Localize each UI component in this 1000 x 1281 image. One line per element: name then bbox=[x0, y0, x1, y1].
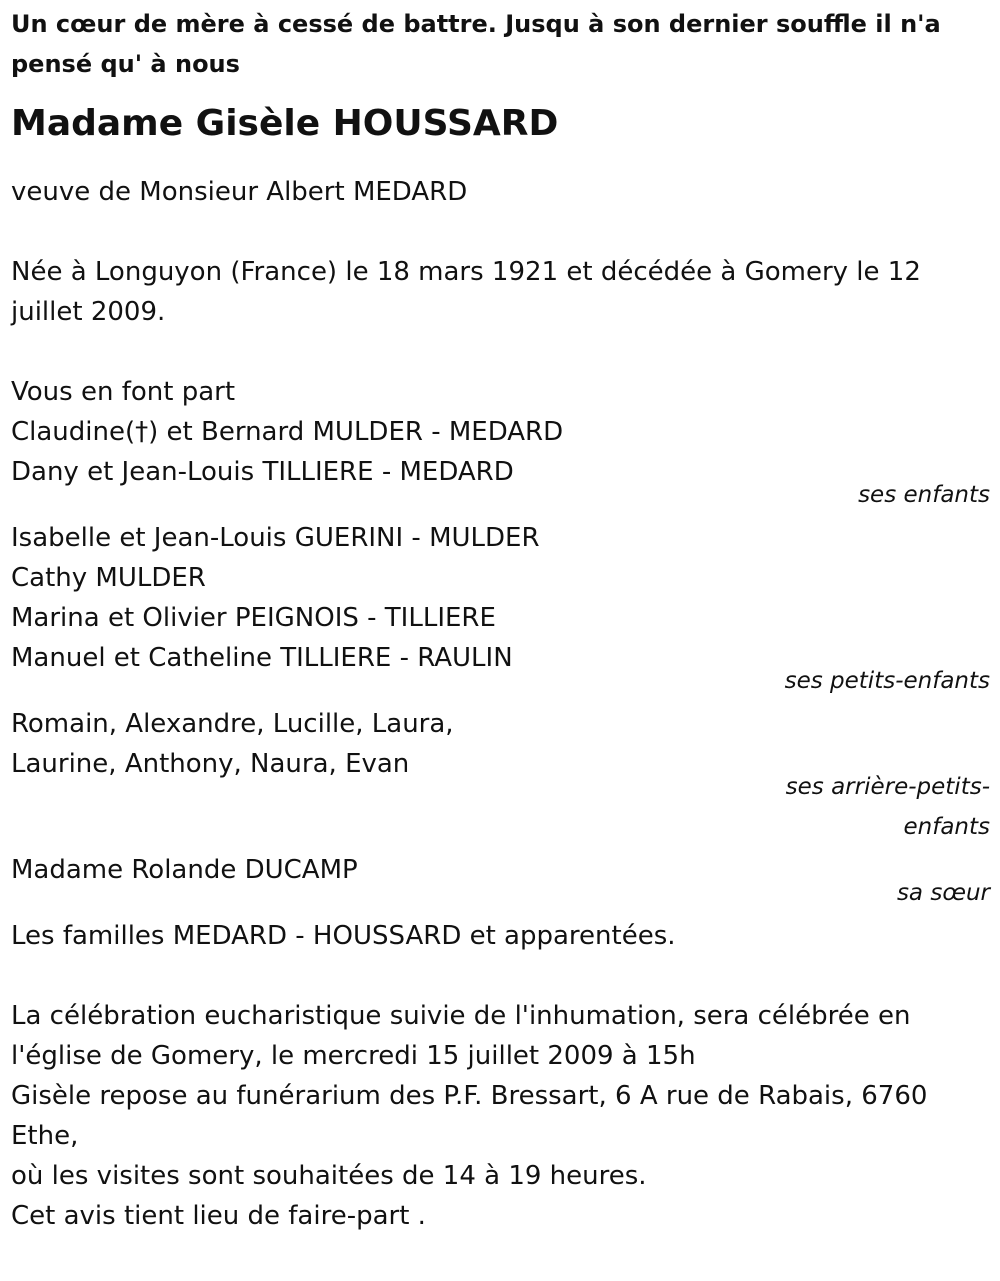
grandchildren-line-1: Isabelle et Jean-Louis GUERINI - MULDER bbox=[11, 523, 540, 553]
children-line-1: Claudine(†) et Bernard MULDER - MEDARD bbox=[11, 417, 564, 447]
sister-role: sa sœur bbox=[896, 880, 990, 906]
sister-section bbox=[11, 850, 990, 913]
grandchildren-section bbox=[11, 518, 990, 701]
birth-death-line: Née à Longuyon (France) le 18 mars 1921 et décédée à Gomery le 12 juillet 2009. bbox=[11, 257, 921, 327]
families-line: Les familles MEDARD - HOUSSARD et apparentées. bbox=[11, 921, 676, 951]
grandchildren-line-4: Manuel et Catheline TILLIERE - RAULIN bbox=[11, 643, 513, 673]
visits-text: où les visites sont souhaitées de 14 à 19 heures. bbox=[11, 1161, 647, 1191]
sister-line: Madame Rolande DUCAMP bbox=[11, 855, 358, 885]
deceased-name: Madame Gisèle HOUSSARD bbox=[11, 103, 559, 144]
rest-place-text: Gisèle repose au funérarium des P.F. Bressart, 6 A rue de Rabais, 6760 Ethe, bbox=[11, 1081, 928, 1151]
epigraph: Un cœur de mère à cessé de battre. Jusqu à son dernier souffle il n'a pensé qu' à nous bbox=[11, 10, 941, 78]
grandchildren-line-2: Cathy MULDER bbox=[11, 563, 206, 593]
children-role: ses enfants bbox=[858, 482, 990, 508]
announce-intro: Vous en font part bbox=[11, 377, 236, 407]
great-grandchildren-role: ses arrière-petits-enfants bbox=[785, 774, 990, 840]
spouse-line: veuve de Monsieur Albert MEDARD bbox=[11, 177, 468, 207]
great-grandchildren-line-2: Laurine, Anthony, Naura, Evan bbox=[11, 749, 410, 779]
children-section bbox=[11, 412, 990, 515]
great-grandchildren-line-1: Romain, Alexandre, Lucille, Laura, bbox=[11, 709, 454, 739]
ceremony-text: La célébration eucharistique suivie de l'inhumation, sera célébrée en l'église de Gomery, le mercredi 15 juillet 2009 à 15h bbox=[11, 1001, 911, 1071]
closing-text: Cet avis tient lieu de faire-part . bbox=[11, 1201, 426, 1231]
grandchildren-role: ses petits-enfants bbox=[784, 668, 990, 694]
grandchildren-line-3: Marina et Olivier PEIGNOIS - TILLIERE bbox=[11, 603, 496, 633]
great-grandchildren-section bbox=[11, 704, 990, 847]
children-line-2: Dany et Jean-Louis TILLIERE - MEDARD bbox=[11, 457, 514, 487]
